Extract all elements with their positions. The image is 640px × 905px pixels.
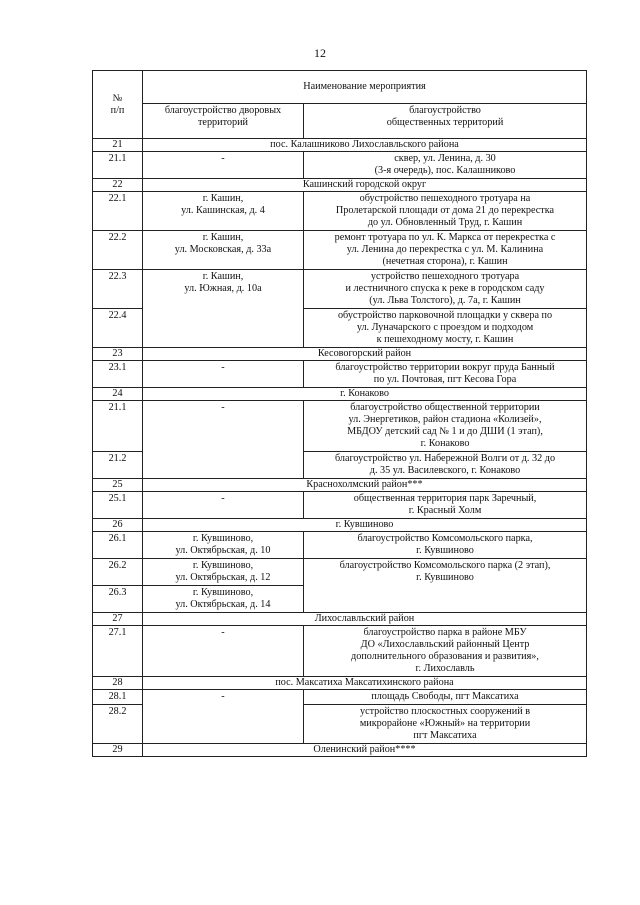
header-yard-label: благоустройство дворовых территорий: [164, 105, 282, 128]
section-title: пос. Максатиха Максатихинского района: [143, 677, 587, 690]
section-row: [93, 613, 587, 626]
section-title: Оленинский район****: [143, 744, 587, 757]
section-row: [93, 677, 587, 690]
row-number: 22.4: [93, 309, 143, 348]
row-number: 21.1: [93, 152, 143, 179]
header-public: [304, 104, 587, 139]
row-number: 22.3: [93, 270, 143, 309]
yard-cell: -: [143, 361, 304, 388]
row-number: 22.1: [93, 192, 143, 231]
header-event-name-label: Наименование мероприятия: [303, 81, 426, 92]
section-title: Кесовогорский район: [143, 348, 587, 361]
table-row: [93, 152, 587, 179]
row-number: 27: [93, 613, 143, 626]
public-cell: благоустройство Комсомольского парка, г. Кувшиново: [304, 532, 587, 559]
section-row: [93, 179, 587, 192]
yard-cell: -: [143, 626, 304, 677]
table-row: [93, 401, 587, 452]
header-yard: [143, 104, 304, 139]
section-row: [93, 519, 587, 532]
row-number: 26: [93, 519, 143, 532]
row-number: 22: [93, 179, 143, 192]
public-cell: обустройство пешеходного тротуара на Пролетарской площади от дома 21 до перекрестка до ул. Обновленный Труд, г. Кашин: [304, 192, 587, 231]
page-number: 12: [314, 46, 326, 60]
section-title: Лихославльский район: [143, 613, 587, 626]
section-title: Кашинский городской округ: [143, 179, 587, 192]
header-number: [93, 71, 143, 139]
public-cell: устройство пешеходного тротуара и лестничного спуска к реке в городском саду (ул. Льва Толстого), д. 7а, г. Кашин: [304, 270, 587, 309]
yard-cell: г. Кувшиново, ул. Октябрьская, д. 14: [143, 586, 304, 613]
public-cell: благоустройство парка в районе МБУ ДО «Лихославльский районный Центр дополнительного образования и развития», г. Лихославль: [304, 626, 587, 677]
table-row: [93, 192, 587, 231]
section-row: [93, 388, 587, 401]
section-title: г. Кувшиново: [143, 519, 587, 532]
public-cell: благоустройство территории вокруг пруда Банный по ул. Почтовая, пгт Кесова Гора: [304, 361, 587, 388]
row-number: 27.1: [93, 626, 143, 677]
row-number: 22.2: [93, 231, 143, 270]
row-number: 25.1: [93, 492, 143, 519]
table-body: [93, 139, 587, 757]
table-row: [93, 532, 587, 559]
table-row: [93, 270, 587, 309]
row-number: 23.1: [93, 361, 143, 388]
row-number: 26.2: [93, 559, 143, 586]
section-title: Краснохолмский район***: [143, 479, 587, 492]
section-row: [93, 139, 587, 152]
section-row: [93, 479, 587, 492]
yard-cell: -: [143, 492, 304, 519]
yard-cell: -: [143, 401, 304, 479]
header-public-label: благоустройство общественных территорий: [386, 105, 504, 128]
row-number: 21.1: [93, 401, 143, 452]
yard-cell: г. Кашин, ул. Кашинская, д. 4: [143, 192, 304, 231]
table-row: [93, 231, 587, 270]
row-number: 26.1: [93, 532, 143, 559]
public-cell: устройство плоскостных сооружений в микрорайоне «Южный» на территории пгт Максатиха: [304, 705, 587, 744]
yard-cell: г. Кашин, ул. Московская, д. 33а: [143, 231, 304, 270]
row-number: 21.2: [93, 452, 143, 479]
public-cell: площадь Свободы, пгт Максатиха: [304, 690, 587, 705]
events-table: [92, 70, 587, 757]
table-row: [93, 690, 587, 705]
row-number: 28.2: [93, 705, 143, 744]
public-cell: обустройство парковочной площадки у сквера по ул. Луначарского с проездом и подходом к пешеходному мосту, г. Кашин: [304, 309, 587, 348]
section-title: г. Конаково: [143, 388, 587, 401]
row-number: 29: [93, 744, 143, 757]
yard-cell: г. Кувшиново, ул. Октябрьская, д. 10: [143, 532, 304, 559]
section-row: [93, 744, 587, 757]
header-event-name: [143, 71, 587, 104]
table-row: [93, 626, 587, 677]
yard-cell: -: [143, 152, 304, 179]
yard-cell: -: [143, 690, 304, 744]
header-number-label: № п/п: [110, 92, 125, 116]
row-number: 28.1: [93, 690, 143, 705]
section-title: пос. Калашниково Лихославльского района: [143, 139, 587, 152]
yard-cell: г. Кашин, ул. Южная, д. 10а: [143, 270, 304, 348]
yard-cell: г. Кувшиново, ул. Октябрьская, д. 12: [143, 559, 304, 586]
public-cell: благоустройство общественной территории ул. Энергетиков, район стадиона «Колизей», МБДОУ детский сад № 1 и до ДШИ (1 этап), г. Конаково: [304, 401, 587, 452]
table-row: [93, 492, 587, 519]
public-cell: ремонт тротуара по ул. К. Маркса от перекрестка с ул. Ленина до перекрестка с ул. М. Калинина (нечетная сторона), г. Кашин: [304, 231, 587, 270]
row-number: 24: [93, 388, 143, 401]
public-cell: сквер, ул. Ленина, д. 30 (3-я очередь), пос. Калашниково: [304, 152, 587, 179]
row-number: 25: [93, 479, 143, 492]
public-cell: общественная территория парк Заречный, г. Красный Холм: [304, 492, 587, 519]
row-number: 21: [93, 139, 143, 152]
row-number: 28: [93, 677, 143, 690]
row-number: 23: [93, 348, 143, 361]
table-row: [93, 559, 587, 586]
public-cell: благоустройство Комсомольского парка (2 этап), г. Кувшиново: [304, 559, 587, 613]
section-row: [93, 348, 587, 361]
row-number: 26.3: [93, 586, 143, 613]
table-row: [93, 361, 587, 388]
public-cell: благоустройство ул. Набережной Волги от д. 32 до д. 35 ул. Василевского, г. Конаково: [304, 452, 587, 479]
